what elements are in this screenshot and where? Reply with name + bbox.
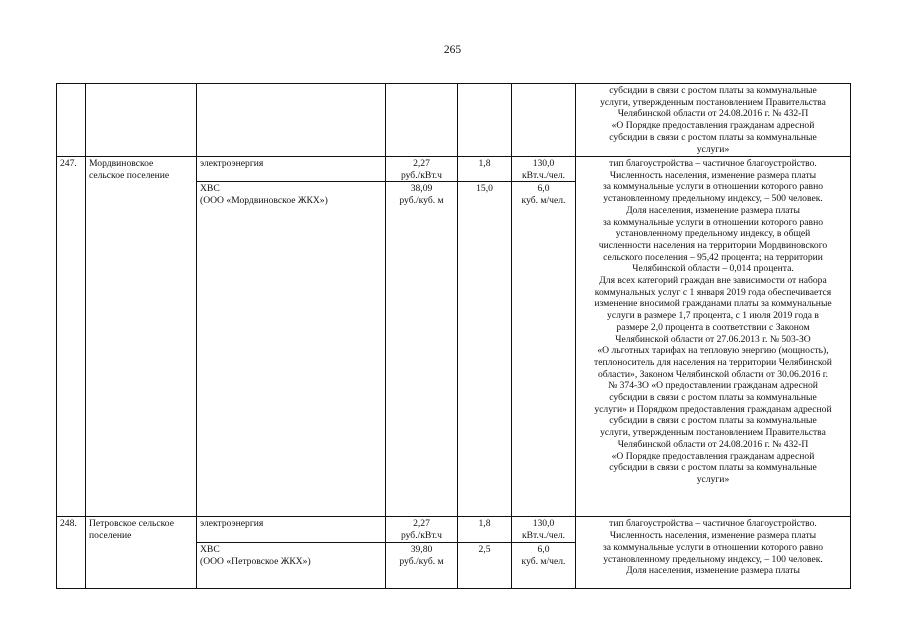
note-line: установленному предельному индексу, – 500 человек. bbox=[603, 193, 823, 205]
page-number: 265 bbox=[443, 44, 462, 56]
note-line: услуги» bbox=[696, 473, 730, 485]
volume-cell bbox=[512, 157, 576, 182]
service-name: электроэнергия bbox=[200, 518, 264, 530]
notes-cell bbox=[576, 84, 851, 157]
service-name: ХВС bbox=[200, 183, 220, 195]
note-line: услуги в размере 1,7 процента, с 1 июля 2019 года в bbox=[607, 310, 819, 322]
volume-value: 130,0 bbox=[532, 518, 555, 530]
settlement-name-cell bbox=[86, 157, 197, 517]
tariff-value: 39,80 bbox=[410, 543, 433, 555]
note-line: № 374-ЗО «О предоставлении гражданам адресной bbox=[608, 380, 818, 392]
note-line: за коммунальные услуги в отношении которого равно bbox=[602, 181, 824, 193]
percent-cell bbox=[458, 517, 512, 542]
tariff-value: руб./куб. м bbox=[399, 195, 444, 207]
volume-value: кВт.ч./чел. bbox=[521, 169, 566, 181]
row-number-cell bbox=[57, 517, 86, 588]
note-line: услуги» bbox=[696, 143, 730, 155]
note-line: численности населения на территории Мордвиновского bbox=[598, 239, 828, 251]
tariff-value: руб./кВт.ч bbox=[400, 169, 443, 181]
tariff-value: 2,27 bbox=[413, 518, 430, 530]
volume-cell bbox=[512, 84, 576, 157]
note-line: изменение вносимой гражданами платы за коммунальные bbox=[594, 298, 832, 310]
tariff-cell bbox=[386, 157, 458, 182]
settlement-name: поселение bbox=[89, 530, 132, 542]
note-line: субсидии в связи с ростом платы за коммунальные bbox=[609, 462, 817, 474]
percent-cell bbox=[458, 84, 512, 157]
note-line: области», Законом Челябинской области от 30.06.2016 г. bbox=[597, 368, 829, 380]
tariff-value: руб./кВт.ч bbox=[400, 530, 443, 542]
tariff-value: руб./куб. м bbox=[399, 555, 444, 567]
note-line: Для всех категорий граждан вне зависимости от набора bbox=[599, 275, 827, 287]
note-line: Челябинской области – 0,014 процента. bbox=[632, 263, 794, 275]
note-line: размере 2,0 процента в соответствии с Законом bbox=[616, 321, 810, 333]
row-number: 247. bbox=[60, 158, 77, 169]
notes-cell bbox=[576, 517, 851, 588]
row-number-cell bbox=[57, 157, 86, 517]
settlement-cell bbox=[86, 84, 197, 157]
tariff-table bbox=[56, 83, 851, 589]
service-name-cell bbox=[197, 182, 386, 517]
note-line: субсидии в связи с ростом платы за коммунальные bbox=[609, 392, 817, 404]
note-line: Челябинской области от 27.06.2013 г. № 503-ЗО bbox=[615, 333, 811, 345]
percent-value: 2,5 bbox=[478, 543, 491, 555]
volume-value: кВт.ч./чел. bbox=[521, 530, 566, 542]
percent-value: 1,8 bbox=[478, 158, 491, 169]
note-line: Доля населения, изменение размера платы bbox=[626, 565, 800, 577]
tariff-value: 38,09 bbox=[410, 183, 433, 195]
tariff-value: 2,27 bbox=[413, 158, 430, 169]
volume-value: куб. м/чел. bbox=[521, 195, 566, 207]
volume-value: 6,0 bbox=[537, 543, 550, 555]
note-line: тип благоустройства – частичное благоустройство. bbox=[609, 158, 817, 169]
settlement-name: Петровское сельское bbox=[89, 518, 174, 530]
note-line: Челябинской области от 24.08.2016 г. № 432-П bbox=[617, 108, 809, 120]
note-line: «О Порядке предоставления гражданам адресной bbox=[611, 450, 815, 462]
service-name: (ООО «Мордвиновское ЖКХ») bbox=[200, 195, 328, 207]
percent-cell bbox=[458, 157, 512, 182]
service-name-cell bbox=[197, 517, 386, 542]
note-line: «О льготных тарифах на тепловую энергию (мощность), bbox=[597, 345, 829, 357]
note-line: теплоноситель для населения на территории Челябинской bbox=[594, 356, 832, 368]
percent-value: 1,8 bbox=[478, 518, 491, 530]
note-line: за коммунальные услуги в отношении которого равно bbox=[602, 541, 824, 553]
note-line: услуги, утвержденным постановлением Правительства bbox=[600, 427, 826, 439]
service-name: электроэнергия bbox=[200, 158, 264, 169]
note-line: услуги, утвержденным постановлением Правительства bbox=[600, 96, 826, 108]
volume-value: 6,0 bbox=[537, 183, 550, 195]
note-line: установленному предельному индексу, в общей bbox=[615, 228, 811, 240]
note-line: субсидии в связи с ростом платы за коммунальные bbox=[609, 85, 817, 96]
number-cell bbox=[57, 84, 86, 157]
note-line: Доля населения, изменение размера платы bbox=[626, 204, 800, 216]
service-name-cell bbox=[197, 157, 386, 182]
settlement-row bbox=[57, 157, 851, 182]
note-line: Численность населения, изменение размера платы bbox=[609, 169, 817, 181]
note-line: коммунальных услуг с 1 января 2019 года обеспечивается bbox=[594, 286, 832, 298]
volume-value: куб. м/чел. bbox=[521, 555, 566, 567]
note-line: услуги» и Порядком предоставления гражданам адресной bbox=[594, 403, 832, 415]
volume-cell bbox=[512, 542, 576, 588]
tariff-cell bbox=[386, 542, 458, 588]
settlement-name-cell bbox=[86, 517, 197, 588]
percent-value: 15,0 bbox=[476, 183, 493, 195]
note-line: сельского поселения – 95,42 процента; на территории bbox=[603, 251, 823, 263]
tariff-cell bbox=[386, 182, 458, 517]
tariff-cell bbox=[386, 517, 458, 542]
volume-cell bbox=[512, 517, 576, 542]
volume-cell bbox=[512, 182, 576, 517]
service-cell bbox=[197, 84, 386, 157]
service-name: (ООО «Петровское ЖКХ») bbox=[200, 555, 311, 567]
volume-value: 130,0 bbox=[532, 158, 555, 169]
service-name: ХВС bbox=[200, 543, 220, 555]
note-line: Численность населения, изменение размера платы bbox=[609, 530, 817, 542]
note-line: «О Порядке предоставления гражданам адресной bbox=[611, 120, 815, 132]
notes-cell bbox=[576, 157, 851, 517]
note-line: тип благоустройства – частичное благоустройство. bbox=[609, 518, 817, 530]
service-name-cell bbox=[197, 542, 386, 588]
settlement-name: Мордвиновское bbox=[89, 158, 154, 169]
note-line: Челябинской области от 24.08.2016 г. № 432-П bbox=[617, 438, 809, 450]
continuation-row bbox=[57, 84, 851, 157]
note-line: за коммунальные услуги в отношении которого равно bbox=[602, 216, 824, 228]
note-line: установленному предельному индексу, – 100 человек. bbox=[603, 553, 823, 565]
note-line: субсидии в связи с ростом платы за коммунальные bbox=[609, 415, 817, 427]
tariff-cell bbox=[386, 84, 458, 157]
percent-cell bbox=[458, 182, 512, 517]
note-line: субсидии в связи с ростом платы за коммунальные bbox=[609, 131, 817, 143]
settlement-row bbox=[57, 517, 851, 542]
row-number: 248. bbox=[60, 518, 77, 530]
settlement-name: сельское поселение bbox=[89, 169, 170, 181]
percent-cell bbox=[458, 542, 512, 588]
